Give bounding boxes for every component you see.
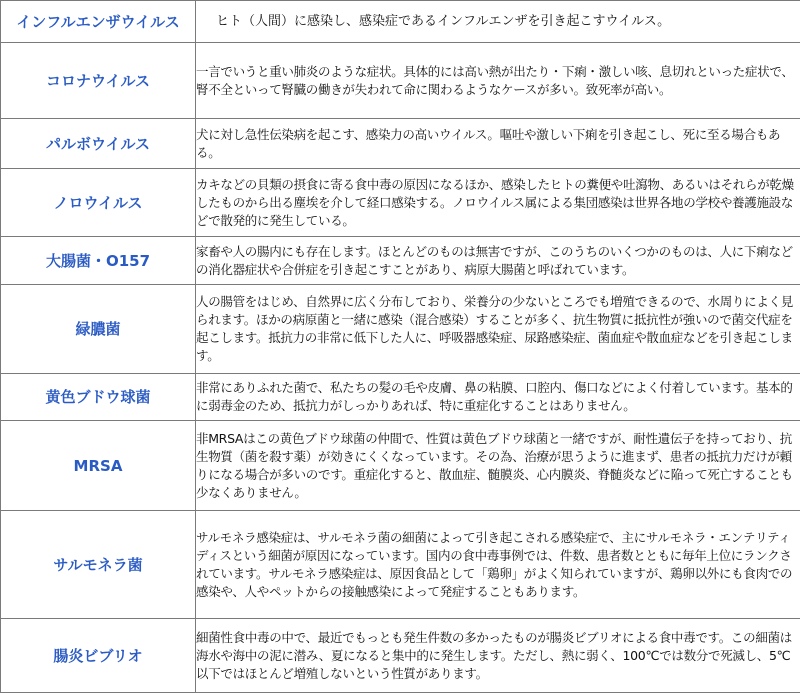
table-row	[1, 237, 800, 285]
table-row	[1, 169, 800, 237]
table-row	[1, 374, 800, 421]
pathogen-name: パルボウイルス	[1, 119, 196, 169]
table-row	[1, 619, 800, 693]
table-row	[1, 511, 800, 619]
pathogen-description: ヒト（人間）に感染し、感染症であるインフルエンザを引き起こすウイルス。	[196, 1, 800, 43]
pathogen-description: 非MRSAはこの黄色ブドウ球菌の仲間で、性質は黄色ブドウ球菌と一緒ですが、耐性遺伝子を持っており、抗生物質（菌を殺す薬）が効きにくくなっています。その為、治療が思うように進まず、患者の抵抗力だけが頼りになる場合が多いのです。重症化すると、散血症、髄膜炎、心内膜炎、脊髄炎などに陥って死亡することも少なくありません。	[196, 421, 800, 511]
pathogen-name: 黄色ブドウ球菌	[1, 374, 196, 421]
pathogen-name: MRSA	[1, 421, 196, 511]
pathogen-name: 大腸菌・O157	[1, 237, 196, 285]
pathogen-description: 非常にありふれた菌で、私たちの髪の毛や皮膚、鼻の粘膜、口腔内、傷口などによく付着しています。基本的に弱毒金のため、抵抗力がしっかりあれば、特に重症化することはありません。	[196, 374, 800, 421]
table-row	[1, 119, 800, 169]
pathogen-description: 人の腸管をはじめ、自然界に広く分布しており、栄養分の少ないところでも増殖できるので、水周りによく見られます。ほかの病原菌と一緒に感染（混合感染）することが多く、抗生物質に抵抗性が強いので菌交代症を起こします。抵抗力の非常に低下した人に、呼吸器感染症、尿路感染症、菌血症や散血症などを引き起こします。	[196, 285, 800, 374]
pathogen-name: コロナウイルス	[1, 43, 196, 119]
pathogen-name: 腸炎ビブリオ	[1, 619, 196, 693]
pathogen-description: 家畜や人の腸内にも存在します。ほとんどのものは無害ですが、このうちのいくつかのものは、人に下痢などの消化器症状や合併症を引き起こすことがあり、病原大腸菌と呼ばれています。	[196, 237, 800, 285]
pathogen-name: サルモネラ菌	[1, 511, 196, 619]
table-row	[1, 1, 800, 43]
table-row	[1, 43, 800, 119]
pathogen-name: インフルエンザウイルス	[1, 1, 196, 43]
pathogen-description: サルモネラ感染症は、サルモネラ菌の細菌によって引き起こされる感染症で、主にサルモネラ・エンテリティディスという細菌が原因になっています。国内の食中毒事例では、件数、患者数とともに毎年上位にランクされています。サルモネラ感染症は、原因食品として「鶏卵」がよく知られていますが、鶏卵以外にも食肉での感染や、人やペットからの接触感染によって発症することもあります。	[196, 511, 800, 619]
pathogen-name: 緑膿菌	[1, 285, 196, 374]
pathogen-description: 一言でいうと重い肺炎のような症状。具体的には高い熱が出たり・下痢・激しい咳、息切れといった症状で、腎不全といって腎臓の働きが失われて命に関わるようなケースが多い。致死率が高い。	[196, 43, 800, 119]
table-row	[1, 285, 800, 374]
table-row	[1, 421, 800, 511]
pathogen-description: 細菌性食中毒の中で、最近でもっとも発生件数の多かったものが腸炎ビブリオによる食中毒です。この細菌は海水や海中の泥に潜み、夏になると集中的に発生します。ただし、熱に弱く、100℃では数分で死滅し、5℃以下ではほとんど増殖しないという性質があります。	[196, 619, 800, 693]
pathogen-description: カキなどの貝類の摂食に寄る食中毒の原因になるほか、感染したヒトの糞便や吐瀉物、あるいはそれらが乾燥したものから出る塵埃を介して経口感染する。ノロウイルス属による集団感染は世界各地の学校や養護施設などで散発的に発生している。	[196, 169, 800, 237]
pathogen-description: 犬に対し急性伝染病を起こす、感染力の高いウイルス。嘔吐や激しい下痢を引き起こし、死に至る場合もある。	[196, 119, 800, 169]
pathogen-name: ノロウイルス	[1, 169, 196, 237]
